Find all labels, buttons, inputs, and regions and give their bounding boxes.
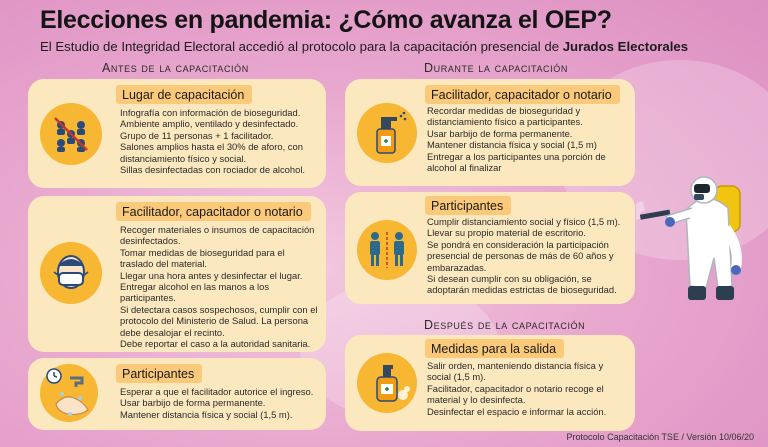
card-text <box>120 386 320 420</box>
card-facilitator-during <box>345 79 635 186</box>
card-text <box>120 224 320 349</box>
list-item: Salir orden, manteniendo distancia física y social (1,5 m). <box>427 360 604 383</box>
hazmat-worker-illustration <box>636 168 764 348</box>
list-item: Salones amplios hasta el 30% de aforo, con distanciamiento físico y social. <box>120 141 303 164</box>
list-item: Esperar a que el facilitador autorice el ingreso. <box>120 386 314 397</box>
card-exit <box>345 335 635 431</box>
card-title: Medidas para la salida <box>425 339 564 358</box>
card-participants-during <box>345 192 635 304</box>
card-text <box>427 105 627 173</box>
sanitizer-icon <box>357 353 417 413</box>
list-item: Recoger materiales o insumos de capacitación desinfectados. <box>120 224 315 247</box>
list-item: Usar barbijo de forma permanente. <box>120 397 266 409</box>
list-item: Tomar medidas de bioseguridad para el traslado del material. <box>120 246 285 270</box>
list-item: Llevar su propio material de escritorio. <box>427 227 586 239</box>
card-participants-before <box>28 358 326 430</box>
list-item: Entregar alcohol en las manos a los participantes. <box>120 281 270 304</box>
spray-bottle-icon <box>357 103 417 163</box>
card-text <box>427 216 627 296</box>
list-item: Desinfectar el espacio e informar la acción. <box>427 405 607 417</box>
list-item: Ambiente amplio, ventilado y desinfectado. <box>120 118 299 130</box>
list-item: Facilitador, capacitador o notario recoge el material y lo desinfecta. <box>427 382 604 406</box>
list-item: Mantener distancia física y social (1,5 m). <box>120 408 293 420</box>
list-item: Infografía con información de bioseguridad. <box>120 107 301 118</box>
card-title: Participantes <box>116 364 202 383</box>
section-heading-after: Después de la capacitación <box>424 318 586 332</box>
social-distance-icon <box>357 220 417 280</box>
list-item: Llegar una hora antes y desinfectar el lugar. <box>120 269 303 281</box>
page-title: Elecciones en pandemia: ¿Cómo avanza el OEP? <box>40 6 612 34</box>
card-title: Facilitador, capacitador o notario <box>425 85 620 104</box>
list-item: Grupo de 11 personas + 1 facilitador. <box>120 129 274 141</box>
page-subtitle: El Estudio de Integridad Electoral accedió al protocolo para la capacitación presencial de Jurados Electorales <box>40 39 689 54</box>
card-text <box>120 107 320 175</box>
card-place <box>28 79 326 188</box>
card-title: Facilitador, capacitador o notario <box>116 202 311 221</box>
list-item: Si detectara casos sospechosos, cumplir con el protocolo del Ministerio de Salud. La persona debe desalojar el recinto. <box>120 303 318 338</box>
list-item: Se pondrá en consideración la participación presencial de personas de más de 60 años y embarazadas. <box>427 238 614 273</box>
section-heading-during: Durante la capacitación <box>424 61 568 75</box>
list-item: Sillas desinfectadas con rociador de alcohol. <box>120 164 306 176</box>
list-item: Mantener distancia física y social (1,5 m) <box>427 139 597 151</box>
list-item: Recordar medidas de bioseguridad y distanciamiento físico a participantes. <box>427 105 583 128</box>
card-facilitator-before <box>28 196 326 352</box>
card-title: Lugar de capacitación <box>116 85 252 104</box>
list-item: Debe reportar el caso a la autoridad sanitaria. <box>120 338 311 350</box>
face-mask-icon <box>40 242 102 304</box>
list-item: Cumplir distanciamiento social y físico (1,5 m). <box>427 216 621 227</box>
card-title: Participantes <box>425 196 511 215</box>
crowd-distance-icon <box>40 103 102 165</box>
section-heading-before: Antes de la capacitación <box>102 61 249 75</box>
list-item: Usar barbijo de forma permanente. <box>427 127 573 139</box>
list-item: Si desean cumplir con su obligación, se adoptarán medidas estrictas de bioseguridad. <box>427 273 617 296</box>
footer-note: Protocolo Capacitación TSE / Versión 10/06/20 <box>566 432 754 442</box>
hand-wash-icon <box>40 364 98 422</box>
card-text <box>427 360 627 417</box>
list-item: Entregar a los participantes una porción de alcohol al finalizar <box>427 150 606 174</box>
